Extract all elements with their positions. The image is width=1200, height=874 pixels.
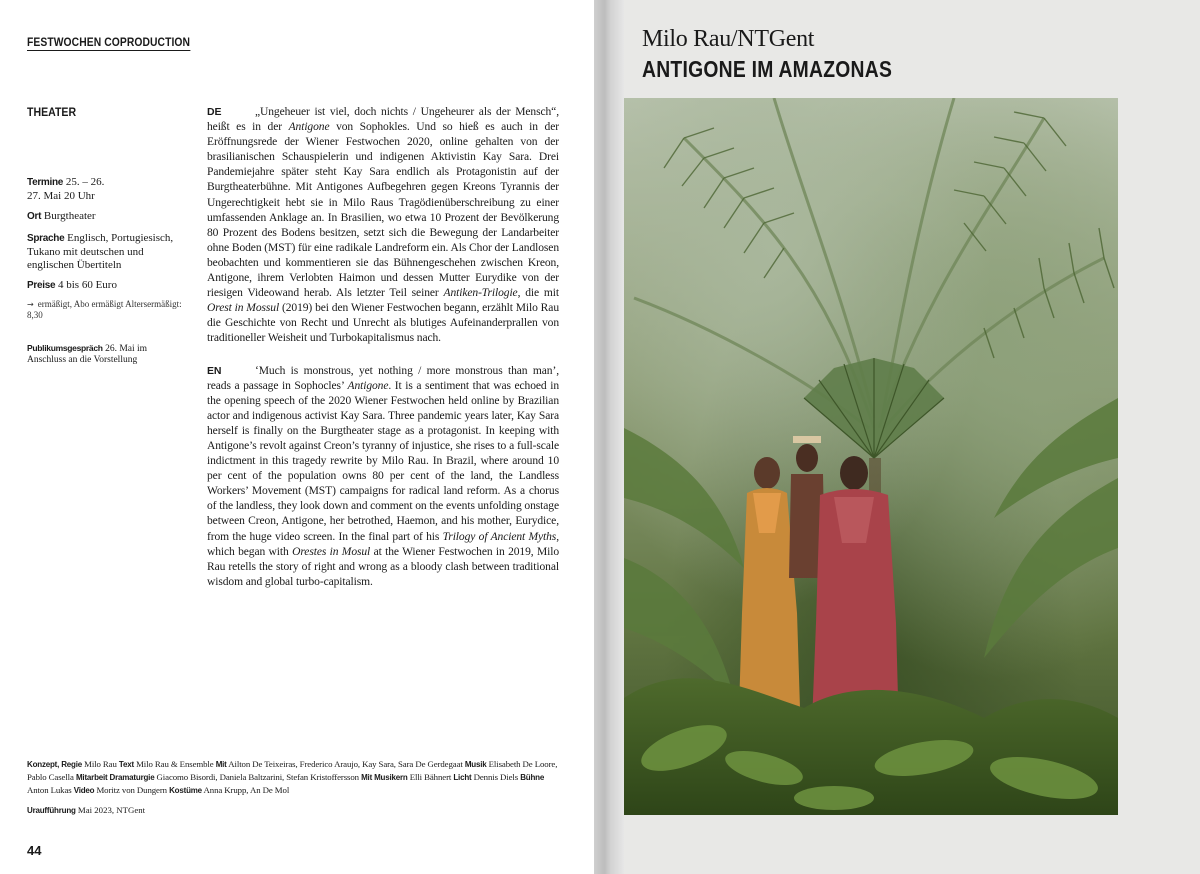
credit-value: Elisabeth De Loore, Pablo Casella	[27, 759, 558, 783]
arrow-icon: →	[27, 299, 34, 309]
premiere	[27, 805, 145, 815]
credit-label: Mit Musikern	[361, 773, 408, 783]
credit-value: Anton Lukas	[27, 785, 72, 796]
language-row	[27, 232, 187, 271]
en-text-3: , which began with	[207, 530, 559, 558]
page-gutter	[594, 0, 624, 874]
right-page	[624, 0, 1200, 874]
prices-value: 4 bis 60 Euro	[57, 279, 117, 292]
credit-label: Licht	[453, 773, 472, 783]
credit-label: Video	[73, 786, 95, 796]
credit-value: Ailton De Teixeiras, Frederico Araujo, Kay Sara, Sara De Gerdegaat	[228, 759, 463, 769]
credit-value: Dennis Diels	[473, 772, 519, 783]
de-orest-title: Orest in Mossul	[207, 302, 280, 315]
credit-value: Milo Rau & Ensemble	[136, 759, 214, 769]
de-text-1: „Ungeheuer ist viel, doch nichts / Ungeheurer als der Mensch“, heißt es in der	[207, 106, 559, 134]
discount-note	[27, 299, 187, 321]
dates-row	[27, 176, 187, 202]
credit-label: Mitarbeit Dramaturgie	[75, 773, 155, 783]
paragraph-en	[207, 364, 559, 590]
venue-value: Burgtheater	[43, 210, 96, 223]
category-label: THEATER	[27, 105, 77, 119]
premiere-value: Mai 2023, NTGent	[77, 805, 146, 815]
credit-value: Milo Rau	[84, 759, 117, 769]
discount-note-text: ermäßigt, Abo ermäßigt Altersermäßigt: 8,30	[27, 298, 182, 320]
audience-talk	[27, 343, 187, 367]
credit-label: Musik	[464, 760, 487, 769]
prices-label: Preise	[27, 280, 56, 292]
dates-label: Termine	[27, 177, 64, 188]
credit-value: Anna Krupp, An De Mol	[203, 785, 290, 796]
fan-palm	[804, 358, 944, 458]
rainforest-photo	[624, 98, 1118, 815]
left-page	[0, 0, 594, 874]
en-text-2: . It is a sentiment that was echoed in the opening speech of the 2020 Wiener Festwochen held online by Brazilian actor and indigenous activist Kay Sara. Three pandemic years later, Kay Sara herself is finally on the Burgtheater stage as a protagonist. In keeping with Antigone’s revolt against Creon’s tyranny of injustice, she rises to a full-scale indictment in this tragedy rewrite by Milo Rau. In Brazil, where around 10 per cent of the population owns 80 per cent of the land, the Landless Workers’ Movement (MST) campaigns for radical land reform. As a chorus of the landless, they look down and comment on the events unfolding onstage between Creon, Antigone, her betrothed, Haemon, and his mother, Eurydice, from the huge video screen. In the final part of his	[207, 379, 559, 543]
page-number: 44	[27, 843, 42, 858]
section-tag: FESTWOCHEN COPRODUCTION	[27, 35, 191, 49]
prices-row	[27, 279, 187, 293]
audience-talk-label: Publikumsgespräch	[27, 342, 103, 353]
credits	[27, 758, 559, 798]
lang-de-label: DE	[207, 106, 222, 118]
credit-value: Giacomo Bisordi, Daniela Baltzarini, Stefan Kristoffersson	[156, 772, 359, 783]
production-title: ANTIGONE IM AMAZONAS	[642, 56, 893, 82]
credit-label: Text	[118, 760, 134, 769]
body-text	[207, 105, 559, 590]
credit-label: Kostüme	[169, 786, 202, 796]
de-text-2: von Sophokles. Und so hieß es auch in der Eröffnungsrede der Wiener Festwochen 2020, online gehalten von der brasilianischen Schauspielerin und indigenen Aktivistin Kay Sara. Drei Pandemiejahre später steht Kay Sara endlich als Protagonistin auf der Burgtheaterbühne. Mit Antigones Aufbegehren gegen Kreons Tyrannis der Ungerechtigkeit hebt sie in Milo Raus Tragödienüberschreibung zu einer umfassenden Anklage an. In Brasilien, wo etwa 10 Prozent der Bevölkerung 80 Prozent des Bodens besitzen, setzt sich die Bewegung der Landarbeiter ohne Boden (MST) für eine radikale Landreform ein. Als Chor der Landlosen beobachten und kommentieren sie das Bühnengeschehen zwischen Kreon, Antigone, ihrem Verlobten Haimon und dessen Mutter Eurydike von der riesigen Videowand herab. Als letzter Teil seiner	[207, 121, 559, 300]
en-text-4: at the Wiener Festwochen in 2019, Milo Rau retells the story of right and wrong as a bloody clash between traditional wisdom and global turbo-capitalism.	[207, 545, 559, 588]
en-text-1: ‘Much is monstrous, yet nothing / more monstrous than man’, reads a passage in Sophocles’	[207, 364, 559, 392]
en-orest-title: Orestes in Mosul	[292, 545, 371, 558]
venue-label: Ort	[27, 211, 42, 223]
venue-row	[27, 210, 187, 224]
lang-en-label: EN	[207, 364, 222, 377]
credit-label: Bühne	[520, 773, 545, 783]
paragraph-de	[207, 105, 559, 347]
credit-value: Moritz von Dungern	[96, 785, 167, 796]
jungle-illustration	[624, 98, 1118, 815]
credit-label: Konzept, Regie	[27, 760, 82, 769]
de-trilogy-title: Antiken-Trilogie	[443, 287, 518, 300]
en-trilogy-title: Trilogy of Ancient Myths	[442, 530, 557, 543]
artist-name: Milo Rau/NTGent	[642, 26, 815, 52]
language-label: Sprache	[27, 233, 65, 245]
de-work-title: Antigone	[288, 121, 330, 134]
language-value: Englisch, Portugiesisch, Tukano mit deutschen und englischen Übertiteln	[27, 232, 174, 271]
en-work-title: Antigone	[347, 379, 389, 392]
dates-value: 25. – 26.	[65, 176, 105, 188]
event-info	[27, 176, 187, 367]
de-text-3: , die mit	[517, 287, 559, 300]
de-text-4: (2019) bei den Wiener Festwochen begann, erzählt Milo Rau die Geschichte von Recht und Unrecht als blutiges Aufeinanderprallen von traditioneller Weisheit und Turbokapitalismus nach.	[207, 302, 559, 345]
dates-value-2: 27. Mai 20 Uhr	[27, 189, 95, 202]
premiere-label: Uraufführung	[27, 806, 76, 815]
credit-value: Elli Bähnert	[409, 772, 452, 783]
audience-talk-value: 26. Mai im Anschluss an die Vorstellung	[27, 343, 148, 366]
credit-label: Mit	[215, 760, 227, 769]
